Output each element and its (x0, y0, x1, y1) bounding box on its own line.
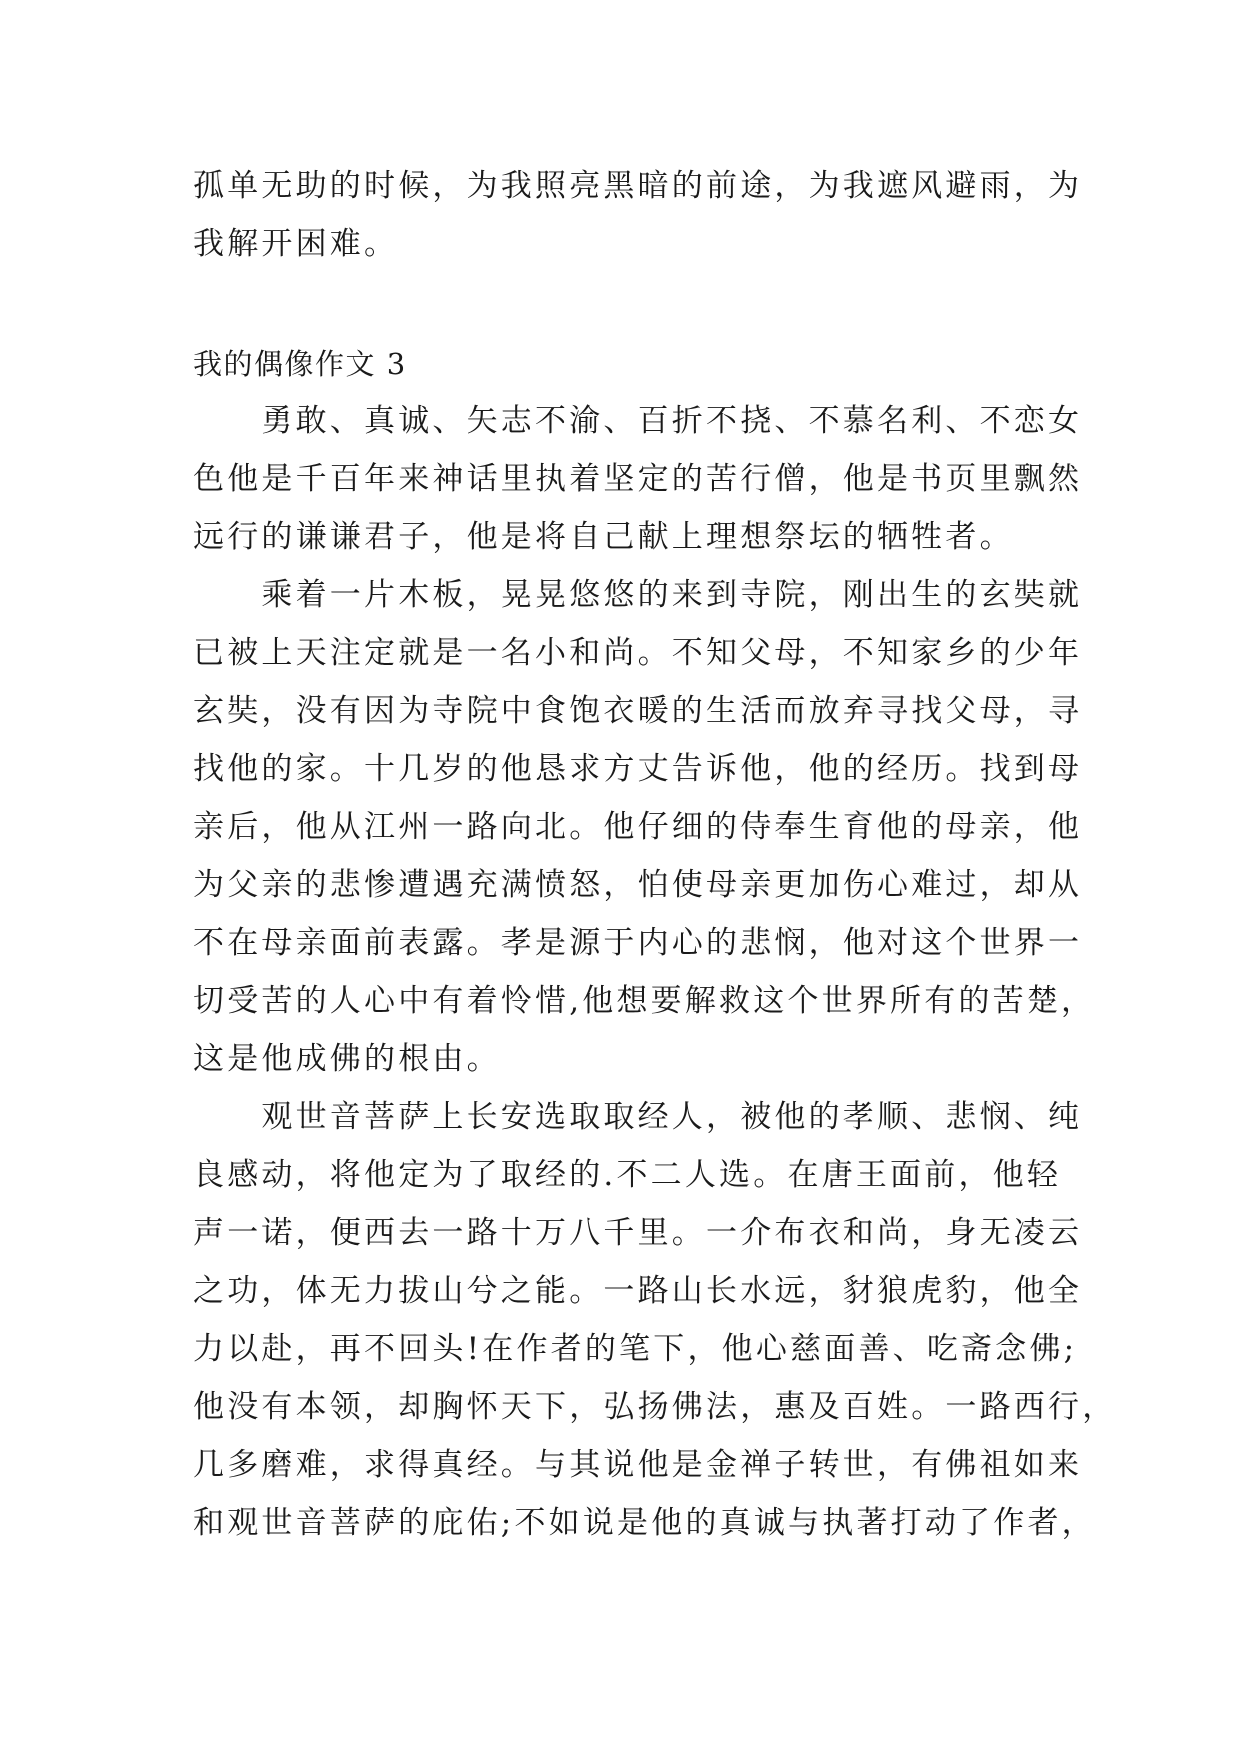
text-line: 我解开困难。 (193, 226, 399, 262)
text-line: 勇敢、真诚、矢志不渝、百折不挠、不慕名利、不恋女 (193, 403, 1083, 439)
text-line: 这是他成佛的根由。 (193, 1041, 501, 1077)
text-line: 玄奘，没有因为寺院中食饱衣暖的生活而放弃寻找父母，寻 (193, 693, 1083, 729)
text-line: 力以赴，再不回头!在作者的笔下，他心慈面善、吃斋念佛; (193, 1331, 1078, 1367)
text-line: 孤单无助的时候，为我照亮黑暗的前途，为我遮风避雨，为 (193, 168, 1083, 204)
text-line: 声一诺，便西去一路十万八千里。一介布衣和尚，身无凌云 (193, 1215, 1083, 1251)
text-line: 观世音菩萨上长安选取取经人，被他的孝顺、悲悯、纯 (193, 1099, 1083, 1135)
text-line: 之功，体无力拔山兮之能。一路山长水远，豺狼虎豹，他全 (193, 1273, 1083, 1309)
text-line: 和观世音菩萨的庇佑;不如说是他的真诚与执著打动了作者， (193, 1505, 1096, 1541)
text-line: 找他的家。十几岁的他恳求方丈告诉他，他的经历。找到母 (193, 751, 1083, 787)
text-line: 几多磨难，求得真经。与其说他是金禅子转世，有佛祖如来 (193, 1447, 1083, 1483)
text-line: 不在母亲面前表露。孝是源于内心的悲悯，他对这个世界一 (193, 925, 1083, 961)
text-line: 已被上天注定就是一名小和尚。不知父母，不知家乡的少年 (193, 635, 1083, 671)
text-line: 他没有本领，却胸怀天下，弘扬佛法，惠及百姓。一路西行， (193, 1389, 1117, 1425)
text-line: 色他是千百年来神话里执着坚定的苦行僧，他是书页里飘然 (193, 461, 1083, 497)
text-line: 乘着一片木板，晃晃悠悠的来到寺院，刚出生的玄奘就 (193, 577, 1083, 613)
section-title: 我的偶像作文 3 (193, 347, 407, 381)
text-line: 远行的谦谦君子，他是将自己献上理想祭坛的牺牲者。 (193, 519, 1014, 555)
text-line: 切受苦的人心中有着怜惜,他想要解救这个世界所有的苦楚， (193, 983, 1096, 1019)
text-line: 良感动，将他定为了取经的.不二人选。在唐王面前，他轻 (193, 1157, 1062, 1193)
text-line: 亲后，他从江州一路向北。他仔细的侍奉生育他的母亲，他 (193, 809, 1083, 845)
text-line: 为父亲的悲惨遭遇充满愤怒，怕使母亲更加伤心难过，却从 (193, 867, 1083, 903)
